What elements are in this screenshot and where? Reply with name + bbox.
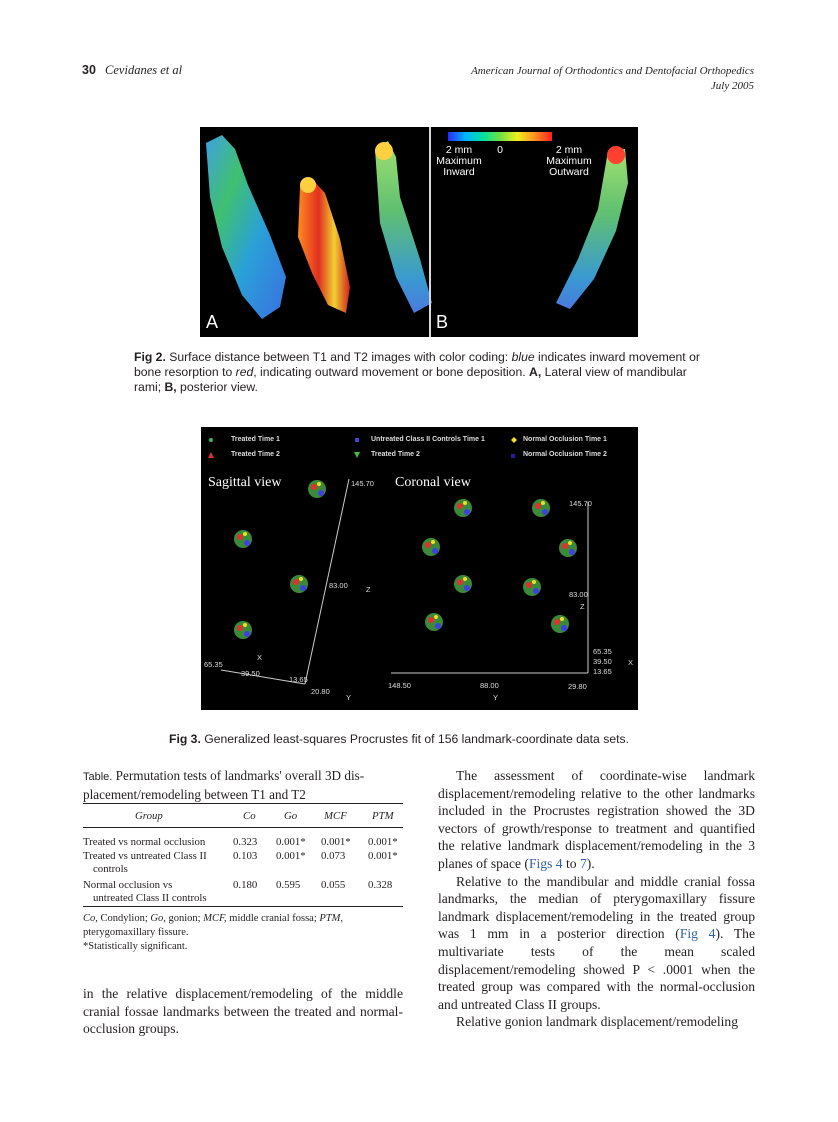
- figs-4-link[interactable]: Figs 4: [528, 855, 563, 871]
- legend-marker-treated-t2: [208, 452, 214, 458]
- cor-label-z: Z: [580, 602, 585, 611]
- table-label: Table.: [83, 771, 113, 783]
- cluster-cor-3: [422, 538, 440, 556]
- running-header-right: [471, 64, 754, 94]
- cluster-sag-2: [234, 530, 252, 548]
- cor-label-r3: 13.65: [593, 667, 612, 676]
- sag-label-x: X: [257, 653, 263, 662]
- legend-inward: 2 mm Maximum Inward: [436, 144, 482, 178]
- sag-label-mid: 83.00: [329, 581, 348, 590]
- right-column-text: [438, 767, 755, 1031]
- color-scale-bar: [448, 132, 552, 141]
- legend-treated-t2: Treated Time 2: [231, 451, 280, 458]
- sag-label-left2: 39.50: [241, 669, 260, 678]
- ramus-a-left: [206, 135, 286, 319]
- col-header-mcf: MCF: [324, 810, 347, 822]
- cluster-cor-4: [559, 539, 577, 557]
- cor-label-x: X: [628, 658, 634, 667]
- condyle-b-right: [607, 146, 625, 164]
- cor-label-b1: 148.50: [388, 681, 411, 690]
- legend-normal-t2: Normal Occlusion Time 2: [523, 451, 607, 458]
- col-header-group: Group: [135, 810, 163, 822]
- cluster-cor-2: [532, 499, 550, 517]
- journal-name: American Journal of Orthodontics and Dentofacial Orthopedics: [471, 65, 754, 77]
- figure-3-image: [201, 427, 638, 710]
- table-title-line1: Permutation tests of landmarks' overall 3D dis-: [115, 768, 365, 783]
- col-header-go: Go: [284, 810, 298, 822]
- cor-label-y: Y: [493, 693, 499, 702]
- legend-marker-normal-t1: [511, 437, 517, 443]
- legend-treated-t1: Treated Time 1: [231, 436, 280, 443]
- sag-label-b2: 20.80: [311, 687, 330, 696]
- cluster-cor-7: [425, 613, 443, 631]
- cluster-cor-8: [551, 615, 569, 633]
- condyle-a: [300, 177, 316, 193]
- paragraph-2: Relative to the mandibular and middle cranial fossa landmarks, the median of pterygomaxillary fissure landmark displacement/remodeling in the treated group was 1 mm in a posterior direction (Fig 4). The multivariate tests of the mean scaled displacement/remodeling showed P < .0001 when the treated group was compared with the normal-occlusion and untreated Class II groups.: [438, 873, 755, 1012]
- page-number: 30: [82, 63, 96, 77]
- cor-label-b3: 29.80: [568, 682, 587, 691]
- legend-treated-t2-b: Treated Time 2: [371, 451, 420, 458]
- ramus-b-left: [375, 141, 432, 313]
- panel-label-b: B: [436, 312, 449, 332]
- cluster-cor-6: [523, 578, 541, 596]
- legend-marker-treated-t1: [209, 438, 213, 442]
- sag-label-top: 145.70: [351, 479, 374, 488]
- cluster-cor-5: [454, 575, 472, 593]
- table-caption: [83, 767, 403, 803]
- cor-label-mid: 83.00: [569, 590, 588, 599]
- figure-3-plot: [201, 427, 638, 710]
- sag-label-left1: 65.35: [204, 660, 223, 669]
- running-header-left: [82, 63, 182, 78]
- table-header-rule: [83, 827, 403, 828]
- table-title-line2: placement/remodeling between T1 and T2: [83, 787, 306, 802]
- cluster-sag-1: [308, 480, 326, 498]
- cor-label-b2: 88.00: [480, 681, 499, 690]
- cluster-sag-3: [290, 575, 308, 593]
- legend-untreated-t1: Untreated Class II Controls Time 1: [371, 436, 485, 443]
- legend-marker-normal-t2: [511, 454, 515, 458]
- figure-2-image: [200, 127, 638, 337]
- ramus-a-right: [298, 179, 350, 313]
- cor-label-r1: 65.35: [593, 647, 612, 656]
- running-authors: Cevidanes et al: [105, 63, 183, 77]
- legend-marker-untreated-t1: [355, 438, 359, 442]
- table-footnote: Co, Condylion; Go, gonion; MCF, middle cranial fossa; PTM, pterygomaxillary fissure. *Statistically significant.: [83, 912, 403, 954]
- cluster-cor-1: [454, 499, 472, 517]
- coronal-view-title: Coronal view: [395, 475, 471, 490]
- cor-label-r2: 39.50: [593, 657, 612, 666]
- legend-outward: 2 mm Maximum Outward: [546, 144, 592, 178]
- fig-4-link[interactable]: Fig 4: [679, 926, 716, 942]
- left-column-text: in the relative displacement/remodeling of the middle cranial fossae landmarks between the treated and normal-occlusion groups.: [83, 986, 403, 1037]
- sag-label-b1: 13.65: [289, 675, 308, 684]
- landmark-clusters: [234, 480, 577, 639]
- figure-2-caption: Fig 2. Surface distance between T1 and T2 images with color coding: blue indicates inward movement or bone resorption to red, indicating outward movement or bone deposition. A, Lateral view of mandibular rami; B, posterior view.: [134, 350, 700, 394]
- paragraph-3: Relative gonion landmark displacement/remodeling: [456, 1014, 738, 1030]
- sag-label-z: Z: [366, 585, 371, 594]
- legend-marker-untreated-t2: [354, 452, 360, 458]
- sagittal-view-title: Sagittal view: [208, 475, 282, 490]
- col-header-ptm: PTM: [372, 810, 394, 822]
- legend-normal-t1: Normal Occlusion Time 1: [523, 436, 607, 443]
- fig-7-link[interactable]: 7: [579, 855, 587, 871]
- significance-note: *Statistically significant.: [83, 941, 188, 952]
- table-top-rule: [83, 803, 403, 804]
- cor-label-top: 145.70: [569, 499, 592, 508]
- panel-label-a: A: [206, 312, 219, 332]
- figure-3-caption: Fig 3. Generalized least-squares Procrustes fit of 156 landmark-coordinate data sets.: [169, 732, 629, 746]
- condyle-b-left: [375, 142, 393, 160]
- sag-label-y: Y: [346, 693, 352, 702]
- issue-date: July 2005: [710, 80, 754, 92]
- table-bottom-rule: [83, 906, 403, 907]
- col-header-co: Co: [243, 810, 256, 822]
- cluster-sag-4: [234, 621, 252, 639]
- legend-zero: 0: [497, 144, 503, 156]
- paragraph-1: The assessment of coordinate-wise landmark displacement/remodeling relative to the other landmarks included in the Procrustes registration showed the 3D vectors of growth/response to treatment and quantified the relative landmark displacement/remodeling in the 3 planes of space (Figs 4 to 7).: [438, 768, 755, 871]
